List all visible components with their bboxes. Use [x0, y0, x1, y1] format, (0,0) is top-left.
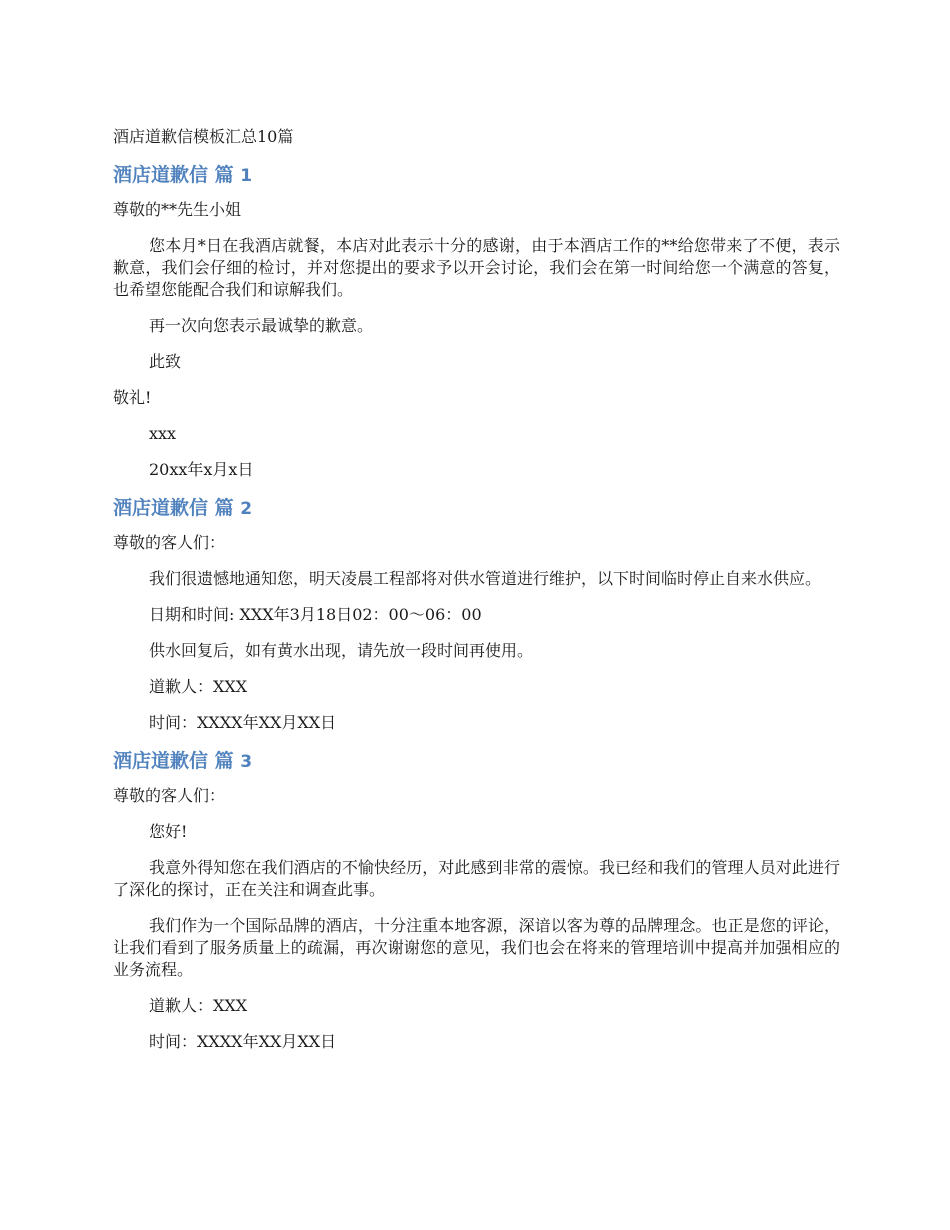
letter-section-1: [113, 162, 840, 481]
section-heading-number: 1: [240, 166, 253, 186]
salutation: 尊敬的客人们：: [113, 786, 226, 805]
greeting: 您好!: [149, 822, 188, 841]
section-heading: [113, 495, 840, 522]
section-heading-number: 3: [240, 752, 253, 772]
body-paragraph: 我意外得知您在我们酒店的不愉快经历，对此感到非常的震惊。我已经和我们的管理人员对此进行了深化的探讨，正在关注和调查此事。: [113, 858, 840, 899]
document-title: 酒店道歉信模板汇总10篇: [113, 127, 294, 146]
salutation: 尊敬的**先生小姐: [113, 200, 242, 219]
signature: 道歉人：XXX: [149, 677, 248, 696]
letter-section-3: [113, 748, 840, 1053]
section-heading-text: 酒店道歉信 篇: [113, 750, 234, 772]
letter-date: 时间：XXXX年XX月XX日: [149, 713, 337, 732]
signature: 道歉人：XXX: [149, 996, 248, 1015]
letter-date: 时间：XXXX年XX月XX日: [149, 1032, 337, 1051]
body-paragraph: 日期和时间: XXX年3月18日02：00～06：00: [149, 605, 482, 624]
salutation: 尊敬的客人们：: [113, 533, 226, 552]
section-heading: [113, 748, 840, 775]
section-heading-number: 2: [240, 499, 253, 519]
letter-date: 20xx年x月x日: [149, 460, 254, 479]
body-paragraph: 再一次向您表示最诚挚的歉意。: [149, 316, 374, 335]
letter-section-2: [113, 495, 840, 734]
document-page: [113, 126, 840, 1067]
body-paragraph: 供水回复后，如有黄水出现，请先放一段时间再使用。: [149, 641, 534, 660]
section-heading: [113, 162, 840, 189]
body-paragraph: 我们作为一个国际品牌的酒店，十分注重本地客源，深谙以客为尊的品牌理念。也正是您的评论，让我们看到了服务质量上的疏漏，再次谢谢您的意见，我们也会在将来的管理培训中提高并加强相应的业务流程。: [113, 916, 840, 979]
signature: xxx: [149, 424, 177, 443]
closing-salute: 敬礼!: [113, 388, 152, 407]
section-heading-text: 酒店道歉信 篇: [113, 164, 234, 186]
closing-line: 此致: [149, 352, 182, 371]
body-paragraph: 我们很遗憾地通知您，明天凌晨工程部将对供水管道进行维护，以下时间临时停止自来水供应。: [149, 569, 822, 588]
body-paragraph: 您本月*日在我酒店就餐，本店对此表示十分的感谢，由于本酒店工作的**给您带来了不便，表示歉意，我们会仔细的检讨，并对您提出的要求予以开会讨论，我们会在第一时间给您一个满意的答复，也希望您能配合我们和谅解我们。: [113, 236, 840, 299]
section-heading-text: 酒店道歉信 篇: [113, 497, 234, 519]
